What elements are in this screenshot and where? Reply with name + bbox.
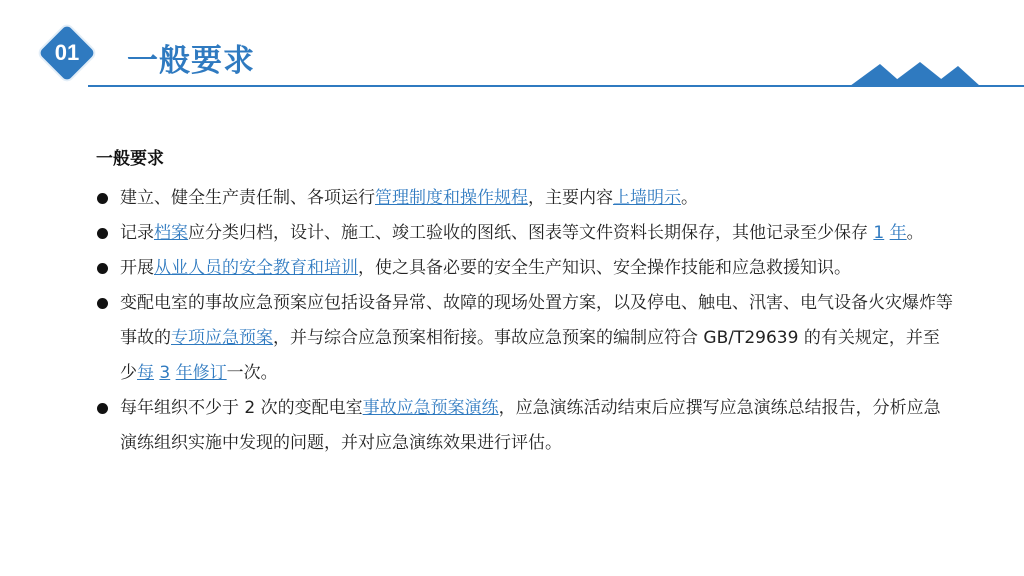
bullet-text: ，并与综合应急预案相衔接。事故应急预案的编制应符合 GB/T29639 的有关规定，并至少 (120, 328, 940, 383)
inline-link[interactable]: 年修订 (175, 363, 227, 383)
bullet-text: 应分类归档，设计、施工、竣工验收的图纸、图表等文件资料长期保存，其他记录至少保存 (188, 223, 874, 243)
bullet-text: 每年组织不少于 2 次的变配电室 (120, 398, 363, 418)
inline-link[interactable]: 1 (873, 223, 885, 243)
bullet-text: ，使之具备必要的安全生产知识、安全操作技能和应急救援知识。 (358, 258, 851, 278)
bullet-text: 记录 (120, 223, 154, 243)
bullet-dot-icon (97, 193, 108, 204)
inline-link[interactable]: 专项应急预案 (171, 328, 273, 348)
bullet-text: 开展 (120, 258, 154, 278)
inline-link[interactable]: 档案 (154, 223, 188, 243)
list-item (96, 391, 956, 461)
section-number: 01 (54, 40, 80, 65)
bullet-dot-icon (97, 228, 108, 239)
list-item (96, 251, 956, 286)
inline-link[interactable]: 从业人员的安全教育和培训 (154, 258, 358, 278)
content-area (96, 146, 956, 461)
page-title: 一般要求 (127, 43, 255, 79)
inline-link[interactable]: 3 (159, 363, 171, 383)
bullet-text: ，主要内容 (528, 188, 613, 208)
bullet-text: 建立、健全生产责任制、各项运行 (120, 188, 375, 208)
bullet-dot-icon (97, 263, 108, 274)
bullet-text: 变配电室的事故应急预案应包括设备异常、故障的现场处置方案，以及停电、触电、汛害、电气设备火灾爆炸等事故的 (120, 293, 953, 348)
mountain-decoration-icon (850, 60, 980, 86)
bullet-dot-icon (97, 403, 108, 414)
inline-link[interactable]: 每 (137, 363, 154, 383)
inline-link[interactable]: 上墙明示 (613, 188, 681, 208)
bullet-text: 一次。 (226, 363, 278, 383)
list-item (96, 216, 956, 251)
list-item (96, 286, 956, 391)
inline-link[interactable]: 事故应急预案演练 (362, 398, 499, 418)
inline-link[interactable]: 管理制度和操作规程 (375, 188, 528, 208)
bullet-text: ，应急演练活动结束后应撰写应急演练总结报告，分析应急演练组织实施中发现的问题，并对应急演练效果进行评估。 (120, 398, 941, 453)
requirements-list (96, 181, 956, 461)
section-number-badge (37, 23, 97, 83)
section-heading: 一般要求 (96, 149, 164, 169)
bullet-text: 。 (906, 223, 924, 243)
list-item (96, 181, 956, 216)
bullet-text: 。 (681, 188, 698, 208)
inline-link[interactable]: 年 (889, 223, 907, 243)
bullet-dot-icon (97, 298, 108, 309)
